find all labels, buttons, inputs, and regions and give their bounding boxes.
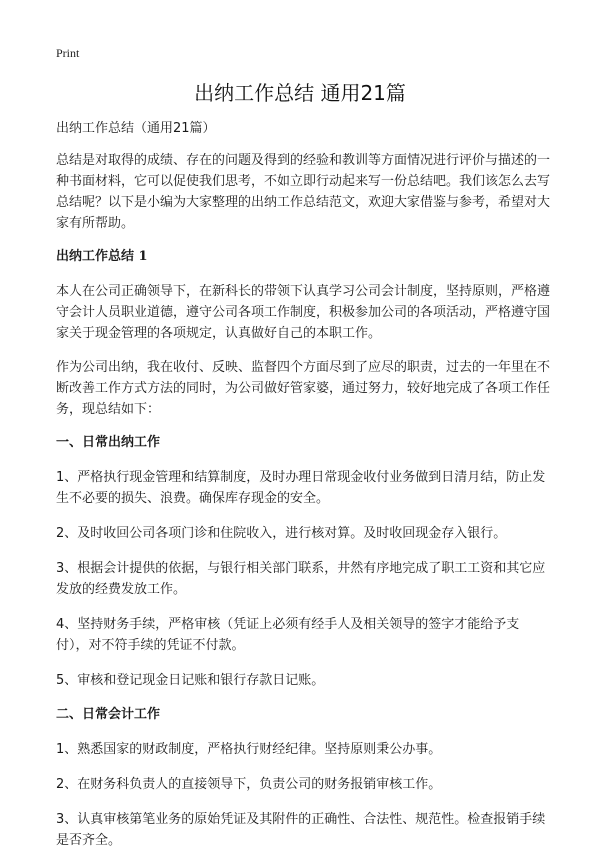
list-item: 2、在财务科负责人的直接领导下，负责公司的财务报销审核工作。	[56, 777, 442, 792]
section-heading-daily-cashier: 一、日常出纳工作	[56, 435, 161, 450]
document-subtitle: 出纳工作总结（通用21篇）	[56, 121, 216, 136]
article-heading: 出纳工作总结 1	[56, 249, 148, 264]
list-item: 5、审核和登记现金日记账和银行存款日记账。	[56, 673, 325, 688]
body-paragraph: 作为公司出纳，我在收付、反映、监督四个方面尽到了应尽的职责，过去的一年里在不断改善工作方式方法的同时，为公司做好管家婆，通过努力，较好地完成了各项工作任务，现总结如下：	[56, 360, 551, 417]
list-item: 1、熟悉国家的财政制度，严格执行财经纪律。坚持原则秉公办事。	[56, 742, 442, 757]
list-item: 1、严格执行现金管理和结算制度，及时办理日常现金收付业务做到日清月结，防止发生不必要的损失、浪费。确保库存现金的安全。	[56, 470, 546, 506]
body-paragraph: 本人在公司正确领导下，在新科长的带领下认真学习公司会计制度，坚持原则，严格遵守会计人员职业道德，遵守公司各项工作制度，积极参加公司的各项活动，严格遵守国家关于现金管理的各项规定，认真做好自己的本职工作。	[56, 284, 551, 341]
list-item: 3、根据会计提供的依据，与银行相关部门联系，井然有序地完成了职工工资和其它应发放的经费发放工作。	[56, 561, 546, 597]
list-item: 3、认真审核第笔业务的原始凭证及其附件的正确性、合法性、规范性。检查报销手续是否齐全。	[56, 812, 546, 848]
document-title: 出纳工作总结 通用21篇	[194, 81, 406, 105]
print-label: Print	[56, 46, 80, 60]
section-heading-daily-accounting: 二、日常会计工作	[56, 707, 161, 722]
list-item: 4、坚持财务手续，严格审核（凭证上必须有经手人及相关领导的签字才能给予支付），对不符手续的凭证不付款。	[56, 617, 520, 653]
list-item: 2、及时收回公司各项门诊和住院收入，进行核对算。及时收回现金存入银行。	[56, 526, 507, 541]
document-body	[56, 118, 550, 865]
intro-paragraph: 总结是对取得的成绩、存在的问题及得到的经验和教训等方面情况进行评价与描述的一种书面材料，它可以促使我们思考，不如立即行动起来写一份总结吧。我们该怎么去写总结呢？以下是小编为大家整理的出纳工作总结范文，欢迎大家借鉴与参考，希望对大家有所帮助。	[56, 153, 551, 231]
